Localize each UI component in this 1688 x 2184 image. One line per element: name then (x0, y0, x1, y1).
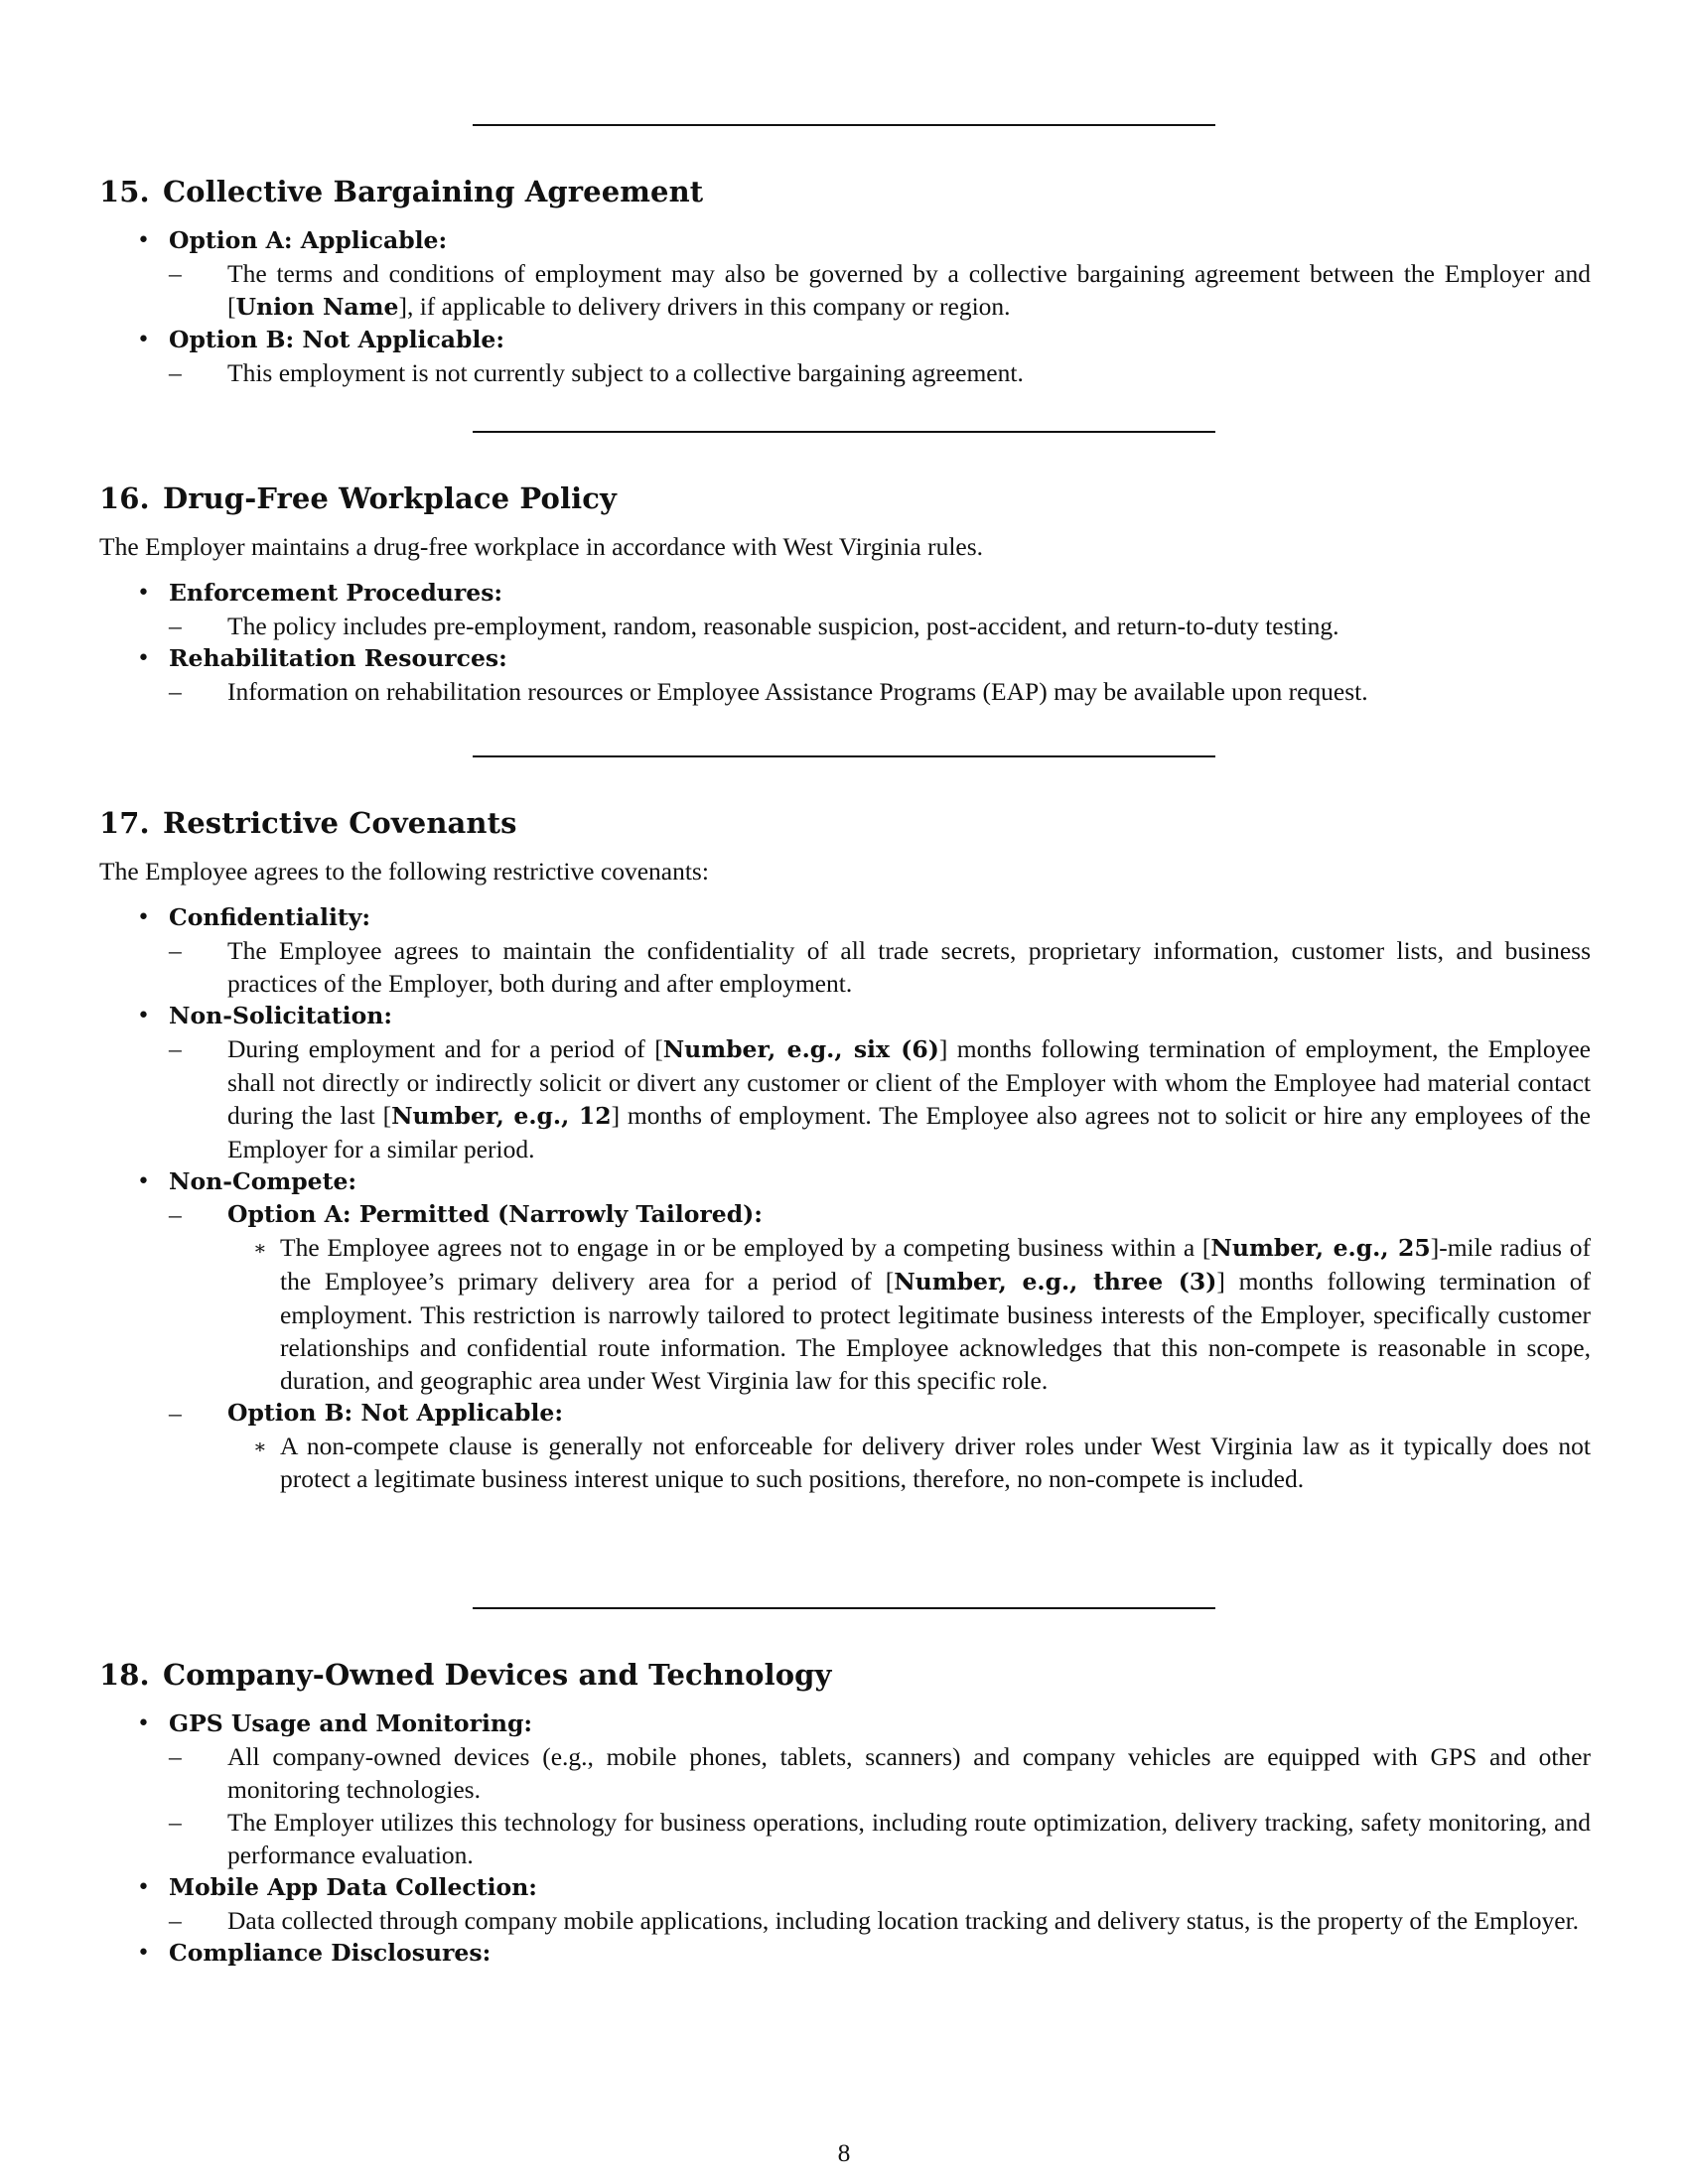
placeholder-field: Number, e.g., six (6) (662, 1035, 939, 1063)
list-level-2 (169, 257, 1591, 324)
item-label: Rehabilitation Resources: (169, 644, 507, 672)
section-divider (473, 124, 1215, 126)
placeholder-field: Number, e.g., 25 (1210, 1234, 1431, 1262)
star-item (227, 1231, 1591, 1397)
section-number: 16. (99, 481, 150, 515)
placeholder-field: Union Name (235, 293, 399, 321)
bullet-item (99, 1871, 1591, 1937)
placeholder-field: Number, e.g., 12 (391, 1102, 612, 1130)
dash-item (169, 610, 1591, 642)
section-heading (99, 804, 1591, 842)
dash-marker: – (169, 936, 182, 965)
item-label: Option A: Permitted (Narrowly Tailored): (227, 1200, 763, 1228)
bullet-item (99, 577, 1591, 642)
dash-marker: – (169, 1906, 182, 1935)
item-label: Option B: Not Applicable: (227, 1399, 564, 1427)
dash-marker: – (169, 1742, 182, 1771)
dash-marker: – (169, 1034, 182, 1063)
bullet-item (99, 1937, 1591, 1970)
list-level-2 (169, 934, 1591, 1000)
section-intro: The Employee agrees to the following restrictive covenants: (99, 857, 709, 886)
section-intro: The Employer maintains a drug-free workplace in accordance with West Virginia rules. (99, 532, 984, 561)
bullet-marker: • (137, 581, 150, 606)
item-label: Enforcement Procedures: (169, 579, 503, 607)
list-level-3 (227, 1430, 1591, 1495)
bullet-item (99, 324, 1591, 389)
item-text (227, 257, 1591, 324)
bullet-marker: • (137, 646, 150, 671)
text-run: During employment and for a period of [ (227, 1034, 663, 1063)
item-text: This employment is not currently subject to a collective bargaining agreement. (227, 358, 1024, 387)
bullet-item (99, 642, 1591, 708)
dash-item (169, 1397, 1591, 1495)
bullet-marker: • (137, 228, 150, 253)
bullet-marker: • (137, 1169, 150, 1194)
text-run: The Employee agrees not to engage in or be employed by a competing business within a [ (280, 1233, 1211, 1262)
item-label: Option B: Not Applicable: (169, 326, 505, 353)
section-title: Drug-Free Workplace Policy (163, 481, 617, 515)
item-label: Compliance Disclosures: (169, 1939, 492, 1967)
dash-marker: – (169, 1399, 182, 1428)
item-text: The Employee agrees to maintain the confidentiality of all trade secrets, proprietary information, customer lists, and business practices of the Employer, both during and after employment. (227, 936, 1591, 998)
bullet-item (99, 1165, 1591, 1495)
dash-marker: – (169, 612, 182, 640)
dash-item (169, 1740, 1591, 1806)
list-level-2 (169, 675, 1591, 708)
list-level-2 (169, 1740, 1591, 1871)
text-run: ] months of employment. The Employee also agrees not to solicit or hire any employees of the Employer for a similar period. (227, 1101, 1591, 1163)
dash-item (169, 1198, 1591, 1397)
text-run: ], if applicable to delivery drivers in this company or region. (398, 292, 1011, 321)
list-level-1 (99, 577, 1591, 708)
item-label: Non-Compete: (169, 1167, 357, 1195)
item-text: The policy includes pre-employment, random, reasonable suspicion, post-accident, and return-to-duty testing. (227, 612, 1339, 640)
bullet-item (99, 1707, 1591, 1871)
list-level-1 (99, 224, 1591, 389)
dash-item (169, 1806, 1591, 1871)
asterisk-marker: ∗ (253, 1236, 267, 1260)
list-level-1 (99, 1707, 1591, 1970)
section-collective-bargaining (99, 173, 1591, 389)
section-title: Restrictive Covenants (163, 806, 517, 840)
item-label: GPS Usage and Monitoring: (169, 1709, 533, 1737)
section-number: 18. (99, 1658, 150, 1692)
item-text: Information on rehabilitation resources or Employee Assistance Programs (EAP) may be available upon request. (227, 677, 1368, 706)
section-company-devices (99, 1656, 1591, 1970)
bullet-item (99, 224, 1591, 324)
section-title: Collective Bargaining Agreement (163, 175, 704, 208)
section-heading (99, 1656, 1591, 1694)
dash-item (169, 675, 1591, 708)
section-restrictive-covenants (99, 804, 1591, 1495)
section-heading (99, 479, 1591, 517)
asterisk-marker: ∗ (253, 1434, 267, 1458)
dash-marker: – (169, 1200, 182, 1229)
page-number: 8 (837, 2138, 851, 2167)
section-number: 15. (99, 175, 150, 208)
item-text: A non-compete clause is generally not enforceable for delivery driver roles under West Virginia law as it typically does not protect a legitimate business interest unique to such positions, therefore, no non-compete is included. (280, 1432, 1591, 1493)
dash-item (169, 1904, 1591, 1937)
list-level-2 (169, 1198, 1591, 1495)
star-item (227, 1430, 1591, 1495)
text-run: ]-mile radius of the Employee’s primary delivery area for a period of [ (280, 1233, 1591, 1296)
dash-item (169, 257, 1591, 324)
text-run: The terms and conditions of employment may also be governed by a collective bargaining agreement between the Employer and [ (227, 259, 1591, 321)
section-divider (473, 1607, 1215, 1609)
list-level-2 (169, 610, 1591, 642)
item-text (227, 1032, 1591, 1165)
bullet-item (99, 901, 1591, 1000)
bullet-marker: • (137, 1004, 150, 1028)
bullet-marker: • (137, 1941, 150, 1966)
list-level-2 (169, 1904, 1591, 1937)
dash-marker: – (169, 358, 182, 387)
dash-item (169, 1032, 1591, 1165)
placeholder-field: Number, e.g., three (3) (894, 1268, 1217, 1296)
item-text: All company-owned devices (e.g., mobile phones, tablets, scanners) and company vehicles are equipped with GPS and other monitoring technologies. (227, 1742, 1591, 1804)
text-run: ] months following termination of employment. This restriction is narrowly tailored to protect legitimate business interests of the Employer, specifically customer relationships and confidential route information. The Employee acknowledges that this non-compete is reasonable in scope, duration, and geographic area under West Virginia law for this specific role. (280, 1267, 1592, 1395)
section-divider (473, 431, 1215, 433)
item-label: Confidentiality: (169, 903, 371, 931)
bullet-marker: • (137, 905, 150, 930)
dash-marker: – (169, 259, 182, 288)
bullet-marker: • (137, 328, 150, 352)
item-label: Option A: Applicable: (169, 226, 448, 254)
dash-item (169, 934, 1591, 1000)
item-text: Data collected through company mobile applications, including location tracking and delivery status, is the property of the Employer. (227, 1906, 1580, 1935)
section-drug-free-workplace (99, 479, 1591, 708)
dash-item (169, 356, 1591, 389)
item-label: Non-Solicitation: (169, 1002, 393, 1029)
dash-marker: – (169, 1808, 182, 1837)
section-divider (473, 755, 1215, 757)
dash-marker: – (169, 677, 182, 706)
text-run: ] months following termination of employment, the Employee shall not directly or indirectly solicit or divert any customer or client of the Employer with whom the Employee had material contact during the last [ (227, 1034, 1591, 1130)
item-text: The Employer utilizes this technology for business operations, including route optimization, delivery tracking, safety monitoring, and performance evaluation. (227, 1808, 1591, 1869)
section-number: 17. (99, 806, 150, 840)
bullet-marker: • (137, 1711, 150, 1736)
item-label: Mobile App Data Collection: (169, 1873, 537, 1901)
list-level-1 (99, 901, 1591, 1495)
list-level-3 (227, 1231, 1591, 1397)
item-text (280, 1231, 1591, 1397)
section-heading (99, 173, 1591, 210)
section-title: Company-Owned Devices and Technology (163, 1658, 832, 1692)
bullet-item (99, 1000, 1591, 1165)
bullet-marker: • (137, 1875, 150, 1900)
list-level-2 (169, 1032, 1591, 1165)
list-level-2 (169, 356, 1591, 389)
